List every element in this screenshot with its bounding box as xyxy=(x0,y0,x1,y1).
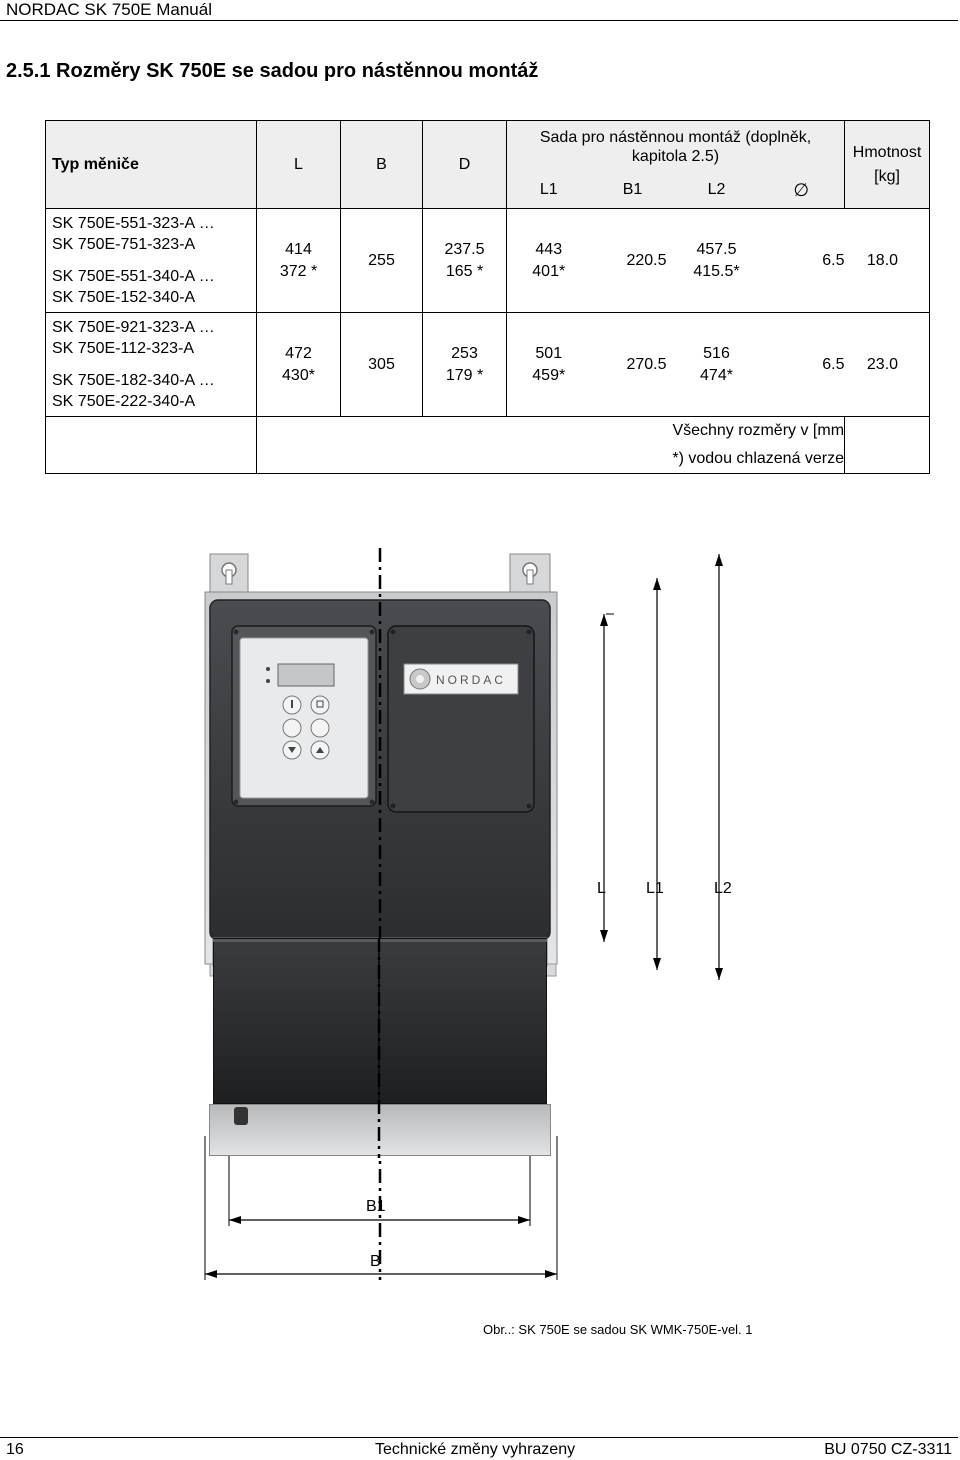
document-code: BU 0750 CZ-3311 xyxy=(824,1441,952,1458)
cable-gland-icon xyxy=(234,1107,248,1125)
value-L1: 501 xyxy=(535,344,563,362)
key-direction-icon xyxy=(283,719,301,737)
value-L-water: 430* xyxy=(282,366,315,384)
note-water-cooled: *) vodou chlazená verze xyxy=(672,450,845,467)
value-D-water: 165 * xyxy=(445,262,484,280)
key-enter-icon xyxy=(311,719,329,737)
dim-label-L2: L2 xyxy=(714,880,732,897)
mount-slot-icon xyxy=(226,570,232,584)
value-cell-B1: 270.5 xyxy=(591,313,675,417)
type-name: SK 750E-551-340-A … xyxy=(52,268,215,285)
value-L: 414 xyxy=(285,240,312,258)
value-cell-weight: 23.0 xyxy=(845,313,930,417)
device-illustration xyxy=(0,540,960,1300)
figure-caption: Obr..: SK 750E se sadou SK WMK-750E-vel. 1 xyxy=(483,1322,753,1337)
type-cell xyxy=(46,209,257,313)
header-rule xyxy=(0,20,958,21)
col-header-type: Typ měniče xyxy=(46,121,257,209)
notes-row xyxy=(46,417,930,474)
dim-label-L1: L1 xyxy=(646,880,664,897)
value-cell-D xyxy=(423,209,507,313)
weight-label: Hmotnost xyxy=(852,143,922,161)
col-header-L: L xyxy=(257,121,341,209)
value-cell-L1 xyxy=(507,313,591,417)
value-L-water: 372 * xyxy=(279,262,318,280)
note-units: Všechny rozměry v [mm xyxy=(672,422,845,439)
value-cell-diameter: 6.5 xyxy=(759,209,845,313)
type-cell xyxy=(46,313,257,417)
mount-slot-icon xyxy=(527,570,533,584)
value-L2-water: 474* xyxy=(700,366,733,384)
document-header-title: NORDAC SK 750E Manuál xyxy=(6,0,212,19)
value-L1-water: 401* xyxy=(532,262,566,280)
value-cell-L1 xyxy=(507,209,591,313)
section-title: 2.5.1 Rozměry SK 750E se sadou pro nástěnnou montáž xyxy=(6,60,539,82)
value-D: 253 xyxy=(451,344,478,362)
value-L2: 457.5 xyxy=(696,240,737,258)
type-name: SK 750E-921-323-A … xyxy=(52,319,215,336)
value-cell-D xyxy=(423,313,507,417)
dimensions-table xyxy=(45,120,930,474)
value-cell-B: 305 xyxy=(341,313,423,417)
value-cell-B: 255 xyxy=(341,209,423,313)
dimension-arrows-vertical xyxy=(600,554,723,980)
value-D: 237.5 xyxy=(444,240,485,258)
control-panel xyxy=(232,626,376,806)
value-L2: 516 xyxy=(703,344,730,362)
value-cell-L2 xyxy=(675,313,759,417)
dimension-drawing xyxy=(0,540,960,1300)
weight-unit: [kg] xyxy=(874,167,900,185)
col-header-B: B xyxy=(341,121,423,209)
value-cell-L xyxy=(257,313,341,417)
value-cell-L xyxy=(257,209,341,313)
dim-label-L: L xyxy=(597,880,606,897)
footer-note: Technické změny vyhrazeny xyxy=(375,1441,576,1458)
key-stop-icon xyxy=(311,696,329,714)
table-row xyxy=(46,313,930,417)
col-header-L2: L2 xyxy=(675,173,759,209)
type-name: SK 750E-551-323-A … xyxy=(52,215,215,232)
dim-label-B1: B1 xyxy=(366,1198,386,1215)
value-L: 472 xyxy=(285,344,312,362)
value-cell-diameter: 6.5 xyxy=(759,313,845,417)
col-header-weight xyxy=(845,121,930,209)
col-header-D: D xyxy=(423,121,507,209)
type-name: SK 750E-222-340-A xyxy=(52,393,196,410)
value-cell-L2 xyxy=(675,209,759,313)
type-name: SK 750E-182-340-A … xyxy=(52,372,215,389)
type-name: SK 750E-112-323-A xyxy=(52,340,195,357)
logo-text: NORDAC xyxy=(436,673,507,687)
value-cell-B1: 220.5 xyxy=(591,209,675,313)
logo-cover xyxy=(388,626,534,812)
display-window xyxy=(278,664,334,686)
page-number: 16 xyxy=(6,1441,24,1458)
col-header-kit: Sada pro nástěnnou montáž (doplněk, kapitola 2.5) xyxy=(507,121,845,173)
type-name: SK 750E-152-340-A xyxy=(52,289,196,306)
table-row xyxy=(46,209,930,313)
col-header-diameter: ∅ xyxy=(759,173,845,209)
col-header-L1: L1 xyxy=(507,173,591,209)
value-L1: 443 xyxy=(535,240,563,258)
value-L2-water: 415.5* xyxy=(693,262,740,280)
value-L1-water: 459* xyxy=(532,366,566,384)
dim-label-B: B xyxy=(370,1253,381,1270)
notes-cell xyxy=(257,417,845,474)
footer-rule xyxy=(0,1437,958,1438)
col-header-B1: B1 xyxy=(591,173,675,209)
value-cell-weight: 18.0 xyxy=(845,209,930,313)
type-name: SK 750E-751-323-A xyxy=(52,236,196,253)
value-D-water: 179 * xyxy=(445,366,484,384)
